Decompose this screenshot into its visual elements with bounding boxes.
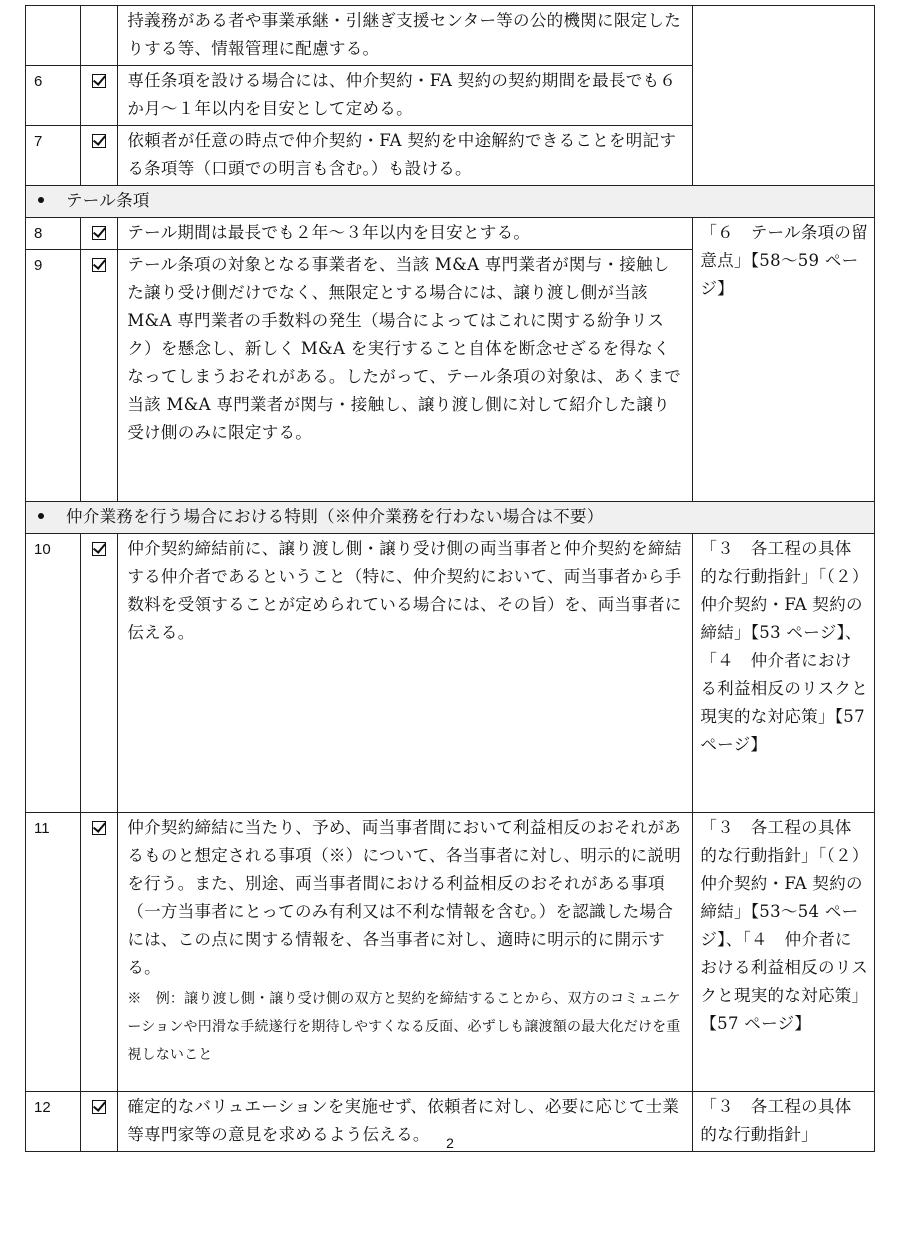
item-number-cell — [26, 218, 81, 250]
reference-cell — [693, 813, 875, 1092]
checklist-table — [25, 5, 875, 1152]
item-number: 12 — [34, 1099, 51, 1116]
item-number: 9 — [34, 257, 43, 274]
section-header-cell — [26, 186, 875, 218]
item-number: 7 — [34, 133, 43, 150]
item-number-cell — [26, 6, 81, 66]
checked-checkbox-icon[interactable] — [92, 226, 106, 240]
item-number-cell — [26, 813, 81, 1092]
bullet-icon — [38, 197, 44, 203]
item-text-cell — [118, 250, 693, 502]
reference-text: 「３ 各工程の具体的な行動指針」「（２）仲介契約・FA 契約の締結」【53～54 ページ】、「４ 仲介者における利益相反のリスクと現実的な対応策」【57 ページ】 — [700, 818, 869, 1033]
checked-checkbox-icon[interactable] — [92, 1100, 106, 1114]
item-text-cell — [118, 813, 693, 1092]
item-number: 10 — [34, 541, 51, 558]
check-cell — [81, 813, 118, 1092]
item-note: ※ 例：譲り渡し側・譲り受け側の双方と契約を締結することから、双方のコミュニケーションや円滑な手続遂行を期待しやすくなる反面、必ずしも譲渡額の最大化だけを重視しないこと — [127, 991, 681, 1063]
reference-text: 「３ 各工程の具体的な行動指針」「（２）仲介契約・FA 契約の締結」【53 ページ】、「４ 仲介者における利益相反のリスクと現実的な対応策」【57 ページ】 — [700, 539, 869, 754]
table-row — [26, 218, 875, 250]
item-text-cell — [118, 66, 693, 126]
item-number: 8 — [34, 225, 43, 242]
check-cell — [81, 66, 118, 126]
item-text: テール条項の対象となる事業者を、当該 M&A 専門業者が関与・接触した譲り受け側だけでなく、無限定とする場合には、譲り渡し側が当該 M&A 専門業者の手数料の発生（場合によってはこれに関する紛争リスク）を懸念し、新しく M&A を実行すること自体を断念せざるを得なくなってしまうおそれがある。したがって、テール条項の対象は、あくまで当該 M&A 専門業者が関与・接触し、譲り渡し側に対して紹介した譲り受け側のみに限定する。 — [127, 255, 682, 442]
reference-text: 「６ テール条項の留意点」【58～59 ページ】 — [700, 223, 869, 298]
item-number-cell — [26, 534, 81, 813]
item-text: 仲介契約締結に当たり、予め、両当事者間において利益相反のおそれがあるものと想定される事項（※）について、各当事者に対し、明示的に説明を行う。また、別途、両当事者間における利益相反のおそれがある事項（一方当事者にとってのみ有利又は不利な情報を含む。）を認識した場合には、この点に関する情報を、各当事者に対し、適時に明示的に開示する。 — [127, 818, 682, 977]
reference-text: 「３ 各工程の具体的な行動指針」 — [700, 1097, 852, 1144]
reference-cell — [693, 6, 875, 186]
check-cell — [81, 250, 118, 502]
section-header-cell — [26, 502, 875, 534]
item-number: 6 — [34, 73, 43, 90]
checked-checkbox-icon[interactable] — [92, 134, 106, 148]
item-text-cell — [118, 126, 693, 186]
item-number-cell — [26, 126, 81, 186]
section-title: テール条項 — [66, 191, 150, 210]
checked-checkbox-icon[interactable] — [92, 542, 106, 556]
check-cell — [81, 126, 118, 186]
checked-checkbox-icon[interactable] — [92, 821, 106, 835]
section-header-broker — [26, 502, 875, 534]
section-header-tail — [26, 186, 875, 218]
item-text-cell — [118, 218, 693, 250]
checked-checkbox-icon[interactable] — [92, 258, 106, 272]
reference-cell — [693, 534, 875, 813]
item-text: 専任条項を設ける場合には、仲介契約・FA 契約の契約期間を最長でも６か月～１年以内を目安として定める。 — [127, 71, 677, 118]
table-row — [26, 534, 875, 813]
checked-checkbox-icon[interactable] — [92, 74, 106, 88]
item-number-cell — [26, 250, 81, 502]
check-cell — [81, 534, 118, 813]
item-text: テール期間は最長でも２年～３年以内を目安とする。 — [127, 223, 531, 242]
item-text: 依頼者が任意の時点で仲介契約・FA 契約を中途解約できることを明記する条項等（口頭での明言も含む。）も設ける。 — [127, 131, 677, 178]
item-number: 11 — [34, 820, 50, 837]
item-text: 仲介契約締結前に、譲り渡し側・譲り受け側の両当事者と仲介契約を締結する仲介者であるということ（特に、仲介契約において、両当事者から手数料を受領することが定められている場合には、その旨）を、両当事者に伝える。 — [127, 539, 682, 642]
check-cell — [81, 6, 118, 66]
item-text-cell — [118, 6, 693, 66]
check-cell — [81, 218, 118, 250]
table-row — [26, 6, 875, 66]
item-text-cell — [118, 534, 693, 813]
section-title: 仲介業務を行う場合における特則（※仲介業務を行わない場合は不要） — [66, 507, 604, 526]
bullet-icon — [38, 513, 44, 519]
item-number-cell — [26, 66, 81, 126]
reference-cell — [693, 218, 875, 502]
checklist-page — [25, 5, 875, 1152]
table-row — [26, 813, 875, 1092]
item-text: 確定的なバリュエーションを実施せず、依頼者に対し、必要に応じて士業等専門家等の意見を求めるよう伝える。 — [127, 1097, 680, 1144]
page-number: 2 — [446, 1135, 454, 1151]
item-text: 持義務がある者や事業承継・引継ぎ支援センター等の公的機関に限定したりする等、情報管理に配慮する。 — [127, 11, 682, 58]
